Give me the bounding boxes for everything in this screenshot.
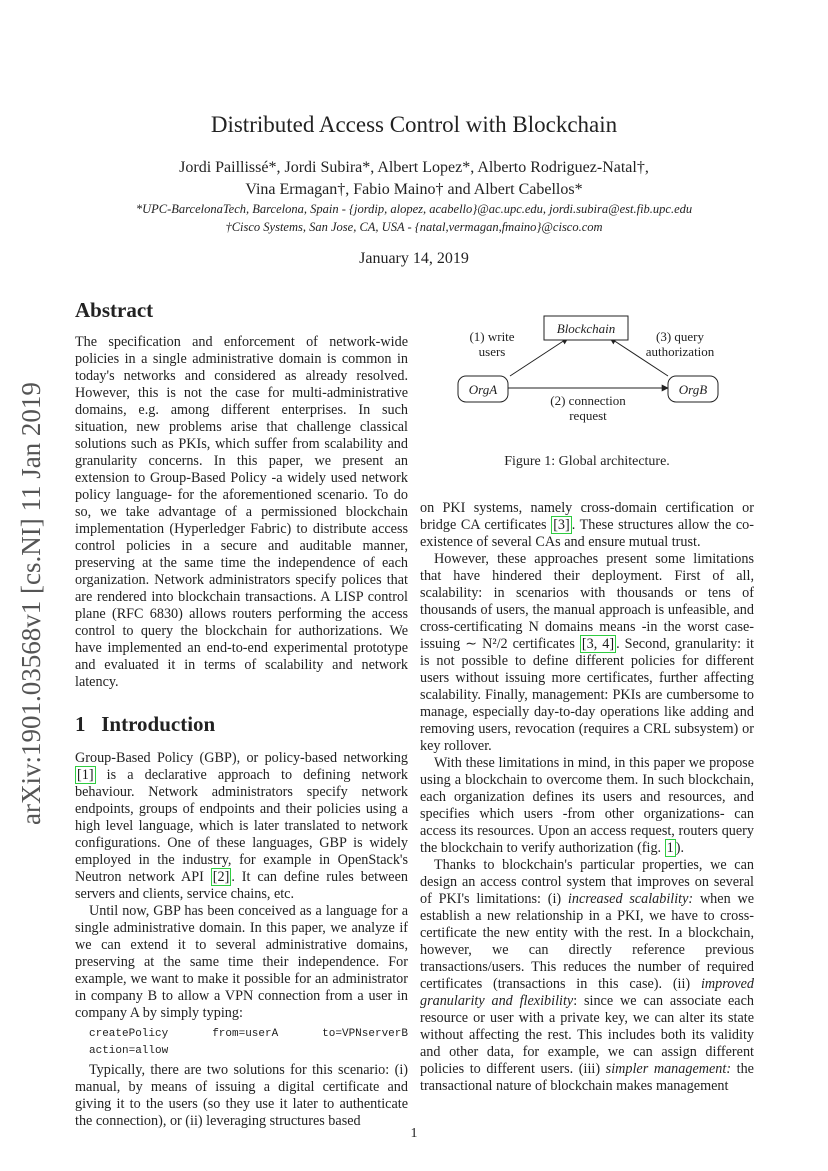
label-write-users-1: (1) write <box>469 329 515 344</box>
intro-body <box>75 750 408 1130</box>
paper-date: January 14, 2019 <box>359 250 469 267</box>
right-paragraph-3: With these limitations in mind, in this paper we propose using a blockchain to overcome them. In such blockchain, each organization defines its users and resources, and specifies which users -from other organizations- can access its resources. Upon an access request, routers query the blockchain to verify authorization (fig. 1 ). <box>420 755 754 856</box>
arrow-write-users <box>510 338 568 376</box>
section-title: Introduction <box>101 712 216 736</box>
figure-link[interactable]: 1 <box>666 840 674 856</box>
citation-link[interactable]: [3, 4] <box>581 636 615 652</box>
section-number: 1 <box>75 712 86 736</box>
label-connection-2: request <box>569 408 607 423</box>
affiliation-cisco: †Cisco Systems, San Jose, CA, USA - {natal,vermagan,fmaino}@cisco.com <box>225 220 603 234</box>
architecture-diagram <box>440 310 740 425</box>
affiliation-upc: *UPC-BarcelonaTech, Barcelona, Spain - {jordip, alopez, acabello}@ac.upc.edu, jordi.subira@est.fib.upc.edu <box>135 202 693 216</box>
section-heading-introduction <box>75 712 215 737</box>
page-number: 1 <box>410 1126 418 1141</box>
orgb-label: OrgB <box>678 382 708 397</box>
right-column-body <box>420 500 754 1095</box>
intro-paragraph-1: Group-Based Policy (GBP), or policy-based networking [1] is a declarative approach to defining network behaviour. Network administrators specify network endpoints, groups of endpoints and their policies using a high level language, which is later translated to network configurations. One of these languages, GBP is widely employed in the industry, for example in OpenStack's Neutron network API [2] . It can define rules between servers and clients, service chains, etc. <box>75 750 408 902</box>
citation-link[interactable]: [3] <box>553 517 570 533</box>
abstract-body <box>75 334 408 691</box>
abstract-heading: Abstract <box>75 298 154 322</box>
label-query-1: (3) query <box>655 329 705 344</box>
paper-title: Distributed Access Control with Blockchain <box>210 112 618 137</box>
citation-link[interactable]: [2] <box>212 869 230 885</box>
intro-paragraph-2: Until now, GBP has been conceived as a language for a single administrative domain. In this paper, we analyze if we can extend it to several administrative domains, preserving at the same time their independence. For example, we want to make it possible for an administrator in company B to allow a VPN connection from a user in company A by simply typing: <box>75 903 408 1021</box>
label-write-users-2: users <box>478 344 506 359</box>
intro-paragraph-3: Typically, there are two solutions for this scenario: (i) manual, by means of issuing a digital certificate and giving it to the users (so they use it later to authenticate the connection), or (ii) leveraging structures based <box>75 1062 408 1129</box>
label-query-2: authorization <box>645 344 715 359</box>
code-example: createPolicy from=userA to=VPNserverB action=allow <box>89 1028 408 1057</box>
author-list <box>0 157 828 201</box>
right-paragraph-2: However, these approaches present some limitations that have hindered their deployment. First of all, scalability: in scenarios with thousands or tens of thousands of users, the manual approach is unfeasible, and cross-certificating N domains means -in the worst case- issuing ∼ N²/2 certificates [3, 4] . Second, granularity: it is not possible to define different policies for different users without issuing more certificates, further affecting scalability. Finally, management: PKIs are cumbersome to manage, especially day-to-day operations like adding and removing users, revocation (requires a CRL subsystem) or key rollover. <box>420 551 754 754</box>
right-paragraph-1: on PKI systems, namely cross-domain certification or bridge CA certificates [3] . These structures allow the co-existence of several CAs and ensure mutual trust. <box>420 500 754 550</box>
right-paragraph-4: Thanks to blockchain's particular properties, we can design an access control system that improves on several of PKI's limitations: (i) increased scalability: when we establish a new relationship in a PKI, we have to cross-certificate the new entity with the rest. In a blockchain, however, we can directly reference previous transactions/users. This reduces the number of required certificates (transactions in this case). (ii) improved granularity and flexibility: since we can associate each resource or user with a private key, we can alter its state without affecting the rest. This includes both its validity and other data, for example, we can assign different policies to different users. (iii) simpler management: the transactional nature of blockchain makes management <box>420 857 754 1094</box>
abstract-text: The specification and enforcement of network-wide policies in a single administrative domain is common in today's networks and considered as already resolved. However, this is not the case for multi-administrative domains, e.g. among different enterprises. In such situation, new problems arise that challenge classical solutions such as PKIs, which suffer from scalability and granularity concerns. In this paper, we present an extension to Group-Based Policy -a widely used network policy language- for the aforementioned scenario. To do so, we take advantage of a permissioned blockchain implementation (Hyperledger Fabric) to distribute access control policies in a secure and auditable manner, preserving at the same time the independence of each organization. Network administrators specify polices that are rendered into blockchain transactions. A LISP control plane (RFC 6830) allows routers performing the access control to query the blockchain for authorizations. We have implemented an end-to-end experimental prototype and evaluated it in terms of scalability and network latency. <box>75 334 408 690</box>
authors-line-2: Vina Ermagan†, Fabio Maino† and Albert Cabellos* <box>245 181 583 198</box>
blockchain-label: Blockchain <box>556 321 616 336</box>
authors-line-1: Jordi Paillissé*, Jordi Subira*, Albert Lopez*, Alberto Rodriguez-Natal†, <box>179 159 649 176</box>
citation-link[interactable]: [1] <box>77 767 94 783</box>
arxiv-stamp: arXiv:1901.03568v1 [cs.NI] 11 Jan 2019 <box>16 382 46 825</box>
orga-label: OrgA <box>468 382 498 397</box>
figure-caption: Figure 1: Global architecture. <box>504 454 670 469</box>
label-connection-1: (2) connection <box>550 393 626 408</box>
